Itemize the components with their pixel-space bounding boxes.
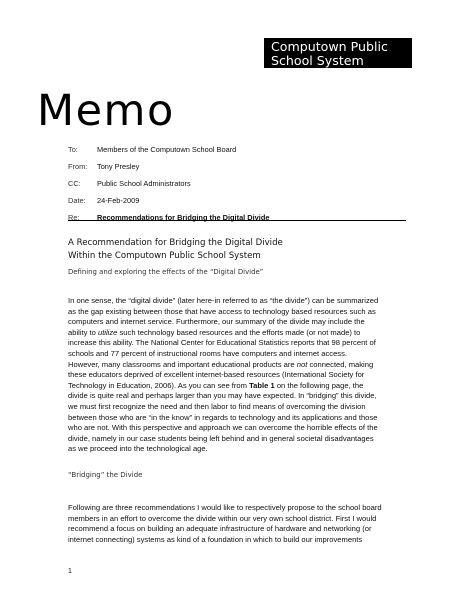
paragraph-line [68, 360, 408, 371]
table-reference: Table 1 [249, 380, 275, 390]
text-run: ability to [68, 327, 98, 337]
section-title-line-2: Within the Computown Public School System [68, 250, 261, 261]
from-label: From: [68, 162, 88, 171]
re-label: Re: [68, 213, 80, 222]
paragraph-line: as the gap existing between those that have access to technology based resources such as [68, 306, 376, 316]
paragraph-line: computers and internet service. Furthermore, our summary of the divide may include the [68, 317, 365, 327]
text-run: Technology in Education, 2006). As you can see from [68, 380, 250, 390]
school-system-brand-box [264, 38, 412, 68]
bridging-heading: “Bridging” the Divide [68, 471, 143, 479]
emphasis-utilize: utilize [97, 327, 118, 337]
paragraph-line: members in an effort to overcome the divide within our very own school district. First I would [68, 513, 377, 523]
paragraph-line: schools and 77 percent of instructional rooms have computers and internet access. [68, 348, 348, 358]
body-paragraph-1 [68, 296, 408, 455]
emphasis-not: not [296, 359, 308, 369]
text-run: such technology based resources and the efforts made (or not made) to [117, 327, 361, 337]
section-subtitle: Defining and exploring the effects of the “Digital Divide” [68, 268, 264, 276]
cc-label: CC: [68, 179, 81, 188]
brand-line-1: Computown Public [271, 39, 388, 54]
paragraph-line: as we proceed into the technological age. [68, 444, 208, 454]
paragraph-line: who are not. With this perspective and approach we can overcome the horrible effects of the [68, 423, 378, 433]
paragraph-line: In one sense, the “digital divide” (later here-in referred to as “the divide”) can be summarized [68, 296, 379, 305]
text-run: However, many classrooms and important educational products are [68, 359, 297, 369]
paragraph-line: Following are three recommendations I would like to respectively propose to the school board [68, 503, 382, 512]
paragraph-line [68, 328, 408, 339]
to-value: Members of the Computown School Board [97, 145, 237, 154]
paragraph-line: divide, namely in our case students being left behind and in general societal disadvantages [68, 433, 374, 443]
paragraph-line: increase this ability. The National Center for Educational Statistics reports that 98 percent of [68, 338, 376, 348]
paragraph-line: between those who are “in the know” in regards to technology and its applications and those [68, 412, 378, 422]
to-label: To: [68, 145, 78, 154]
paragraph-line [68, 381, 408, 392]
section-title [68, 237, 283, 262]
date-value: 24-Feb-2009 [97, 196, 140, 205]
memo-title: Memo [37, 86, 175, 136]
paragraph-line: these educators deprived of excellent internet-based resources (International Society for [68, 370, 365, 380]
brand-line-2: School System [271, 52, 364, 68]
re-value: Recommendations for Bridging the Digital Divide [97, 213, 270, 222]
paragraph-line: divide is quite real and perhaps larger than you may have expected. In “bridging” this divide, [68, 391, 377, 401]
from-value: Tony Presley [97, 162, 140, 171]
date-label: Date: [68, 196, 86, 205]
cc-value: Public School Administrators [97, 179, 191, 188]
paragraph-line: internet connecting) systems as kind of a foundation in which to build our improvements [68, 534, 363, 544]
body-paragraph-2 [68, 503, 408, 545]
text-run: on the following page, the [274, 380, 364, 390]
text-run: connected, making [307, 359, 374, 369]
paragraph-line: we must first recognize the need and then labor to find means of overcoming the division [68, 401, 366, 411]
section-title-line-1: A Recommendation for Bridging the Digital Divide [68, 238, 283, 248]
header-divider [68, 220, 406, 221]
page-number: 1 [68, 568, 72, 575]
paragraph-line: recommend a focus on building an adequate infrastructure of hardware and networking (or [68, 524, 372, 534]
